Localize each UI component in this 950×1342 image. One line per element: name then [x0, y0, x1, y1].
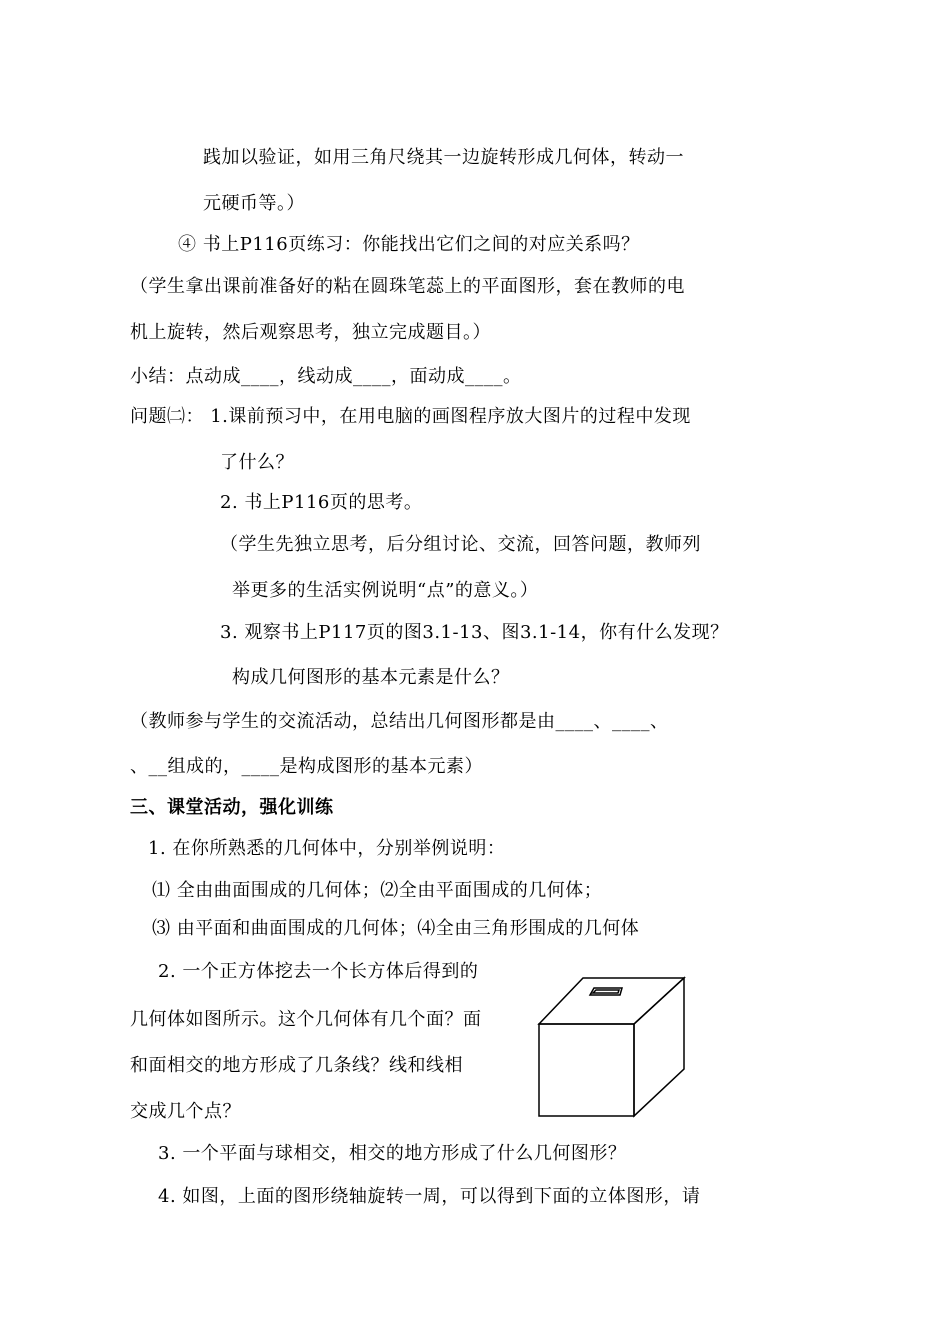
cube-side-face: [634, 978, 684, 1116]
exercise-line: 和面相交的地方形成了几条线？线和线相: [130, 1055, 463, 1076]
exercise-line: 交成几个点？: [130, 1101, 241, 1122]
hole-inner-edge: [593, 990, 619, 993]
summary-line: 小结：点动成____，线动成____，面动成____。: [130, 366, 522, 387]
paragraph-line: 3. 观察书上P117页的图3.1-13、图3.1-14，你有什么发现？: [220, 622, 729, 643]
paragraph-line: 元硬币等。）: [203, 193, 305, 214]
exercise-line: 4. 如图，上面的图形绕轴旋转一周，可以得到下面的立体图形，请: [158, 1186, 701, 1207]
paragraph-line: （学生拿出课前准备好的粘在圆珠笔蕊上的平面图形，套在教师的电: [130, 276, 685, 297]
paragraph-line: 、__组成的，____是构成图形的基本元素）: [130, 756, 483, 777]
paragraph-line: ④ 书上P116页练习：你能找出它们之间的对应关系吗？: [178, 234, 640, 255]
paragraph-line: （教师参与学生的交流活动，总结出几何图形都是由____、____、: [130, 711, 669, 732]
section-heading: 三、课堂活动，强化训练: [130, 797, 334, 818]
cube-top-face: [539, 978, 684, 1024]
paragraph-line: 机上旋转，然后观察思考，独立完成题目。）: [130, 322, 491, 343]
paragraph-line: 举更多的生活实例说明“点”的意义。）: [232, 580, 539, 601]
exercise-line: 2. 一个正方体挖去一个长方体后得到的: [158, 961, 479, 982]
exercise-line: ⑴ 全由曲面围成的几何体；⑵全由平面围成的几何体；: [152, 880, 603, 901]
paragraph-line: 构成几何图形的基本元素是什么？: [232, 667, 510, 688]
exercise-line: ⑶ 由平面和曲面围成的几何体；⑷全由三角形围成的几何体: [152, 918, 640, 939]
paragraph-line: 2. 书上P116页的思考。: [220, 492, 423, 513]
question-line: 问题㈡： 1.课前预习中，在用电脑的画图程序放大图片的过程中发现: [130, 406, 691, 427]
paragraph-line: （学生先独立思考，后分组讨论、交流，回答问题，教师列: [220, 534, 701, 555]
exercise-line: 3. 一个平面与球相交，相交的地方形成了什么几何图形？: [158, 1143, 627, 1164]
exercise-line: 1. 在你所熟悉的几何体中，分别举例说明：: [148, 838, 506, 859]
paragraph-line: 了什么？: [220, 452, 294, 473]
cube-with-hole-figure: [536, 975, 688, 1120]
exercise-line: 几何体如图所示。这个几何体有几个面？面: [130, 1009, 482, 1030]
paragraph-line: 践加以验证，如用三角尺绕其一边旋转形成几何体，转动一: [203, 147, 684, 168]
cube-front-face: [539, 1024, 634, 1116]
